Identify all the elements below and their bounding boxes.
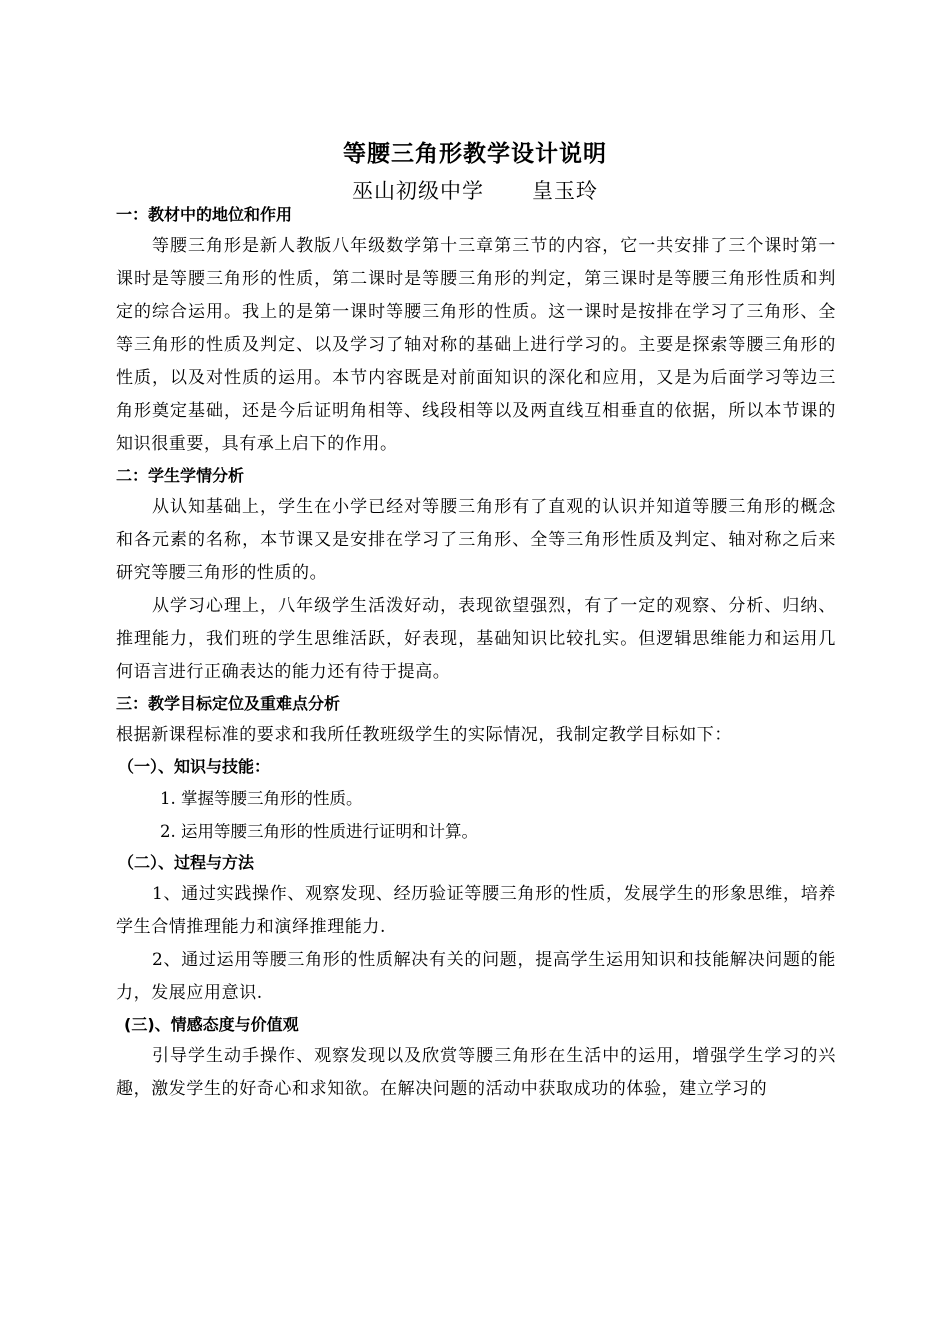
list-item: 2. 运用等腰三角形的性质进行证明和计算。 [160, 822, 478, 841]
section-1-paragraph: 等腰三角形是新人教版八年级数学第十三章第三节的内容，它一共安排了三个课时第一课时是等腰三角形的性质，第二课时是等腰三角形的判定，第三课时是等腰三角形性质和判定的综合运用。我上的是第一课时等腰三角形的性质。这一课时是按排在学习了三角形、全等三角形的性质及判定、以及学习了轴对称的基础上进行学习的。主要是探索等腰三角形的性质，以及对性质的运用。本节内容既是对前面知识的深化和应用，又是为后面学习等边三角形奠定基础，还是今后证明角相等、线段相等以及两直线互相垂直的依据，所以本节课的知识很重要，具有承上启下的作用。 [116, 236, 836, 454]
subsection-heading-knowledge: （一）、知识与技能： [118, 757, 271, 776]
section-2-paragraph-1: 从认知基础上，学生在小学已经对等腰三角形有了直观的认识并知道等腰三角形的概念和各元素的名称，本节课又是安排在学习了三角形、全等三角形性质及判定、轴对称之后来研究等腰三角形的性质的。 [116, 497, 836, 583]
section-2-paragraph-2: 从学习心理上，八年级学生活泼好动，表现欲望强烈，有了一定的观察、分析、归纳、推理能力，我们班的学生思维活跃，好表现，基础知识比较扎实。但逻辑思维能力和运用几何语言进行正确表达的能力还有待于提高。 [116, 596, 836, 682]
process-paragraph-1: 1、通过实践操作、观察发现、经历验证等腰三角形的性质，发展学生的形象思维，培养学生合情推理能力和演绎推理能力. [116, 884, 836, 937]
subsection-heading-process: （二）、过程与方法 [118, 853, 255, 872]
subsection-heading-attitude: (三)、情感态度与价值观 [124, 1015, 299, 1034]
document-title: 等腰三角形教学设计说明 [343, 141, 607, 167]
section-heading-3: 三：教学目标定位及重难点分析 [116, 694, 341, 713]
process-paragraph-2: 2、通过运用等腰三角形的性质解决有关的问题，提高学生运用知识和技能解决问题的能力，发展应用意识. [116, 950, 836, 1003]
author-name: 皇玉玲 [532, 179, 598, 203]
section-3-intro: 根据新课程标准的要求和我所任教班级学生的实际情况，我制定教学目标如下： [116, 725, 732, 745]
document-body [116, 200, 836, 1106]
school-name: 巫山初级中学 [352, 179, 484, 203]
section-heading-2: 二：学生学情分析 [116, 466, 245, 485]
attitude-paragraph: 引导学生动手操作、观察发现以及欣赏等腰三角形在生活中的运用，增强学生学习的兴趣，激发学生的好奇心和求知欲。在解决问题的活动中获取成功的体验，建立学习的 [116, 1046, 836, 1099]
section-heading-1: 一：教材中的地位和作用 [116, 205, 293, 224]
list-item: 1. 掌握等腰三角形的性质。 [160, 789, 363, 808]
